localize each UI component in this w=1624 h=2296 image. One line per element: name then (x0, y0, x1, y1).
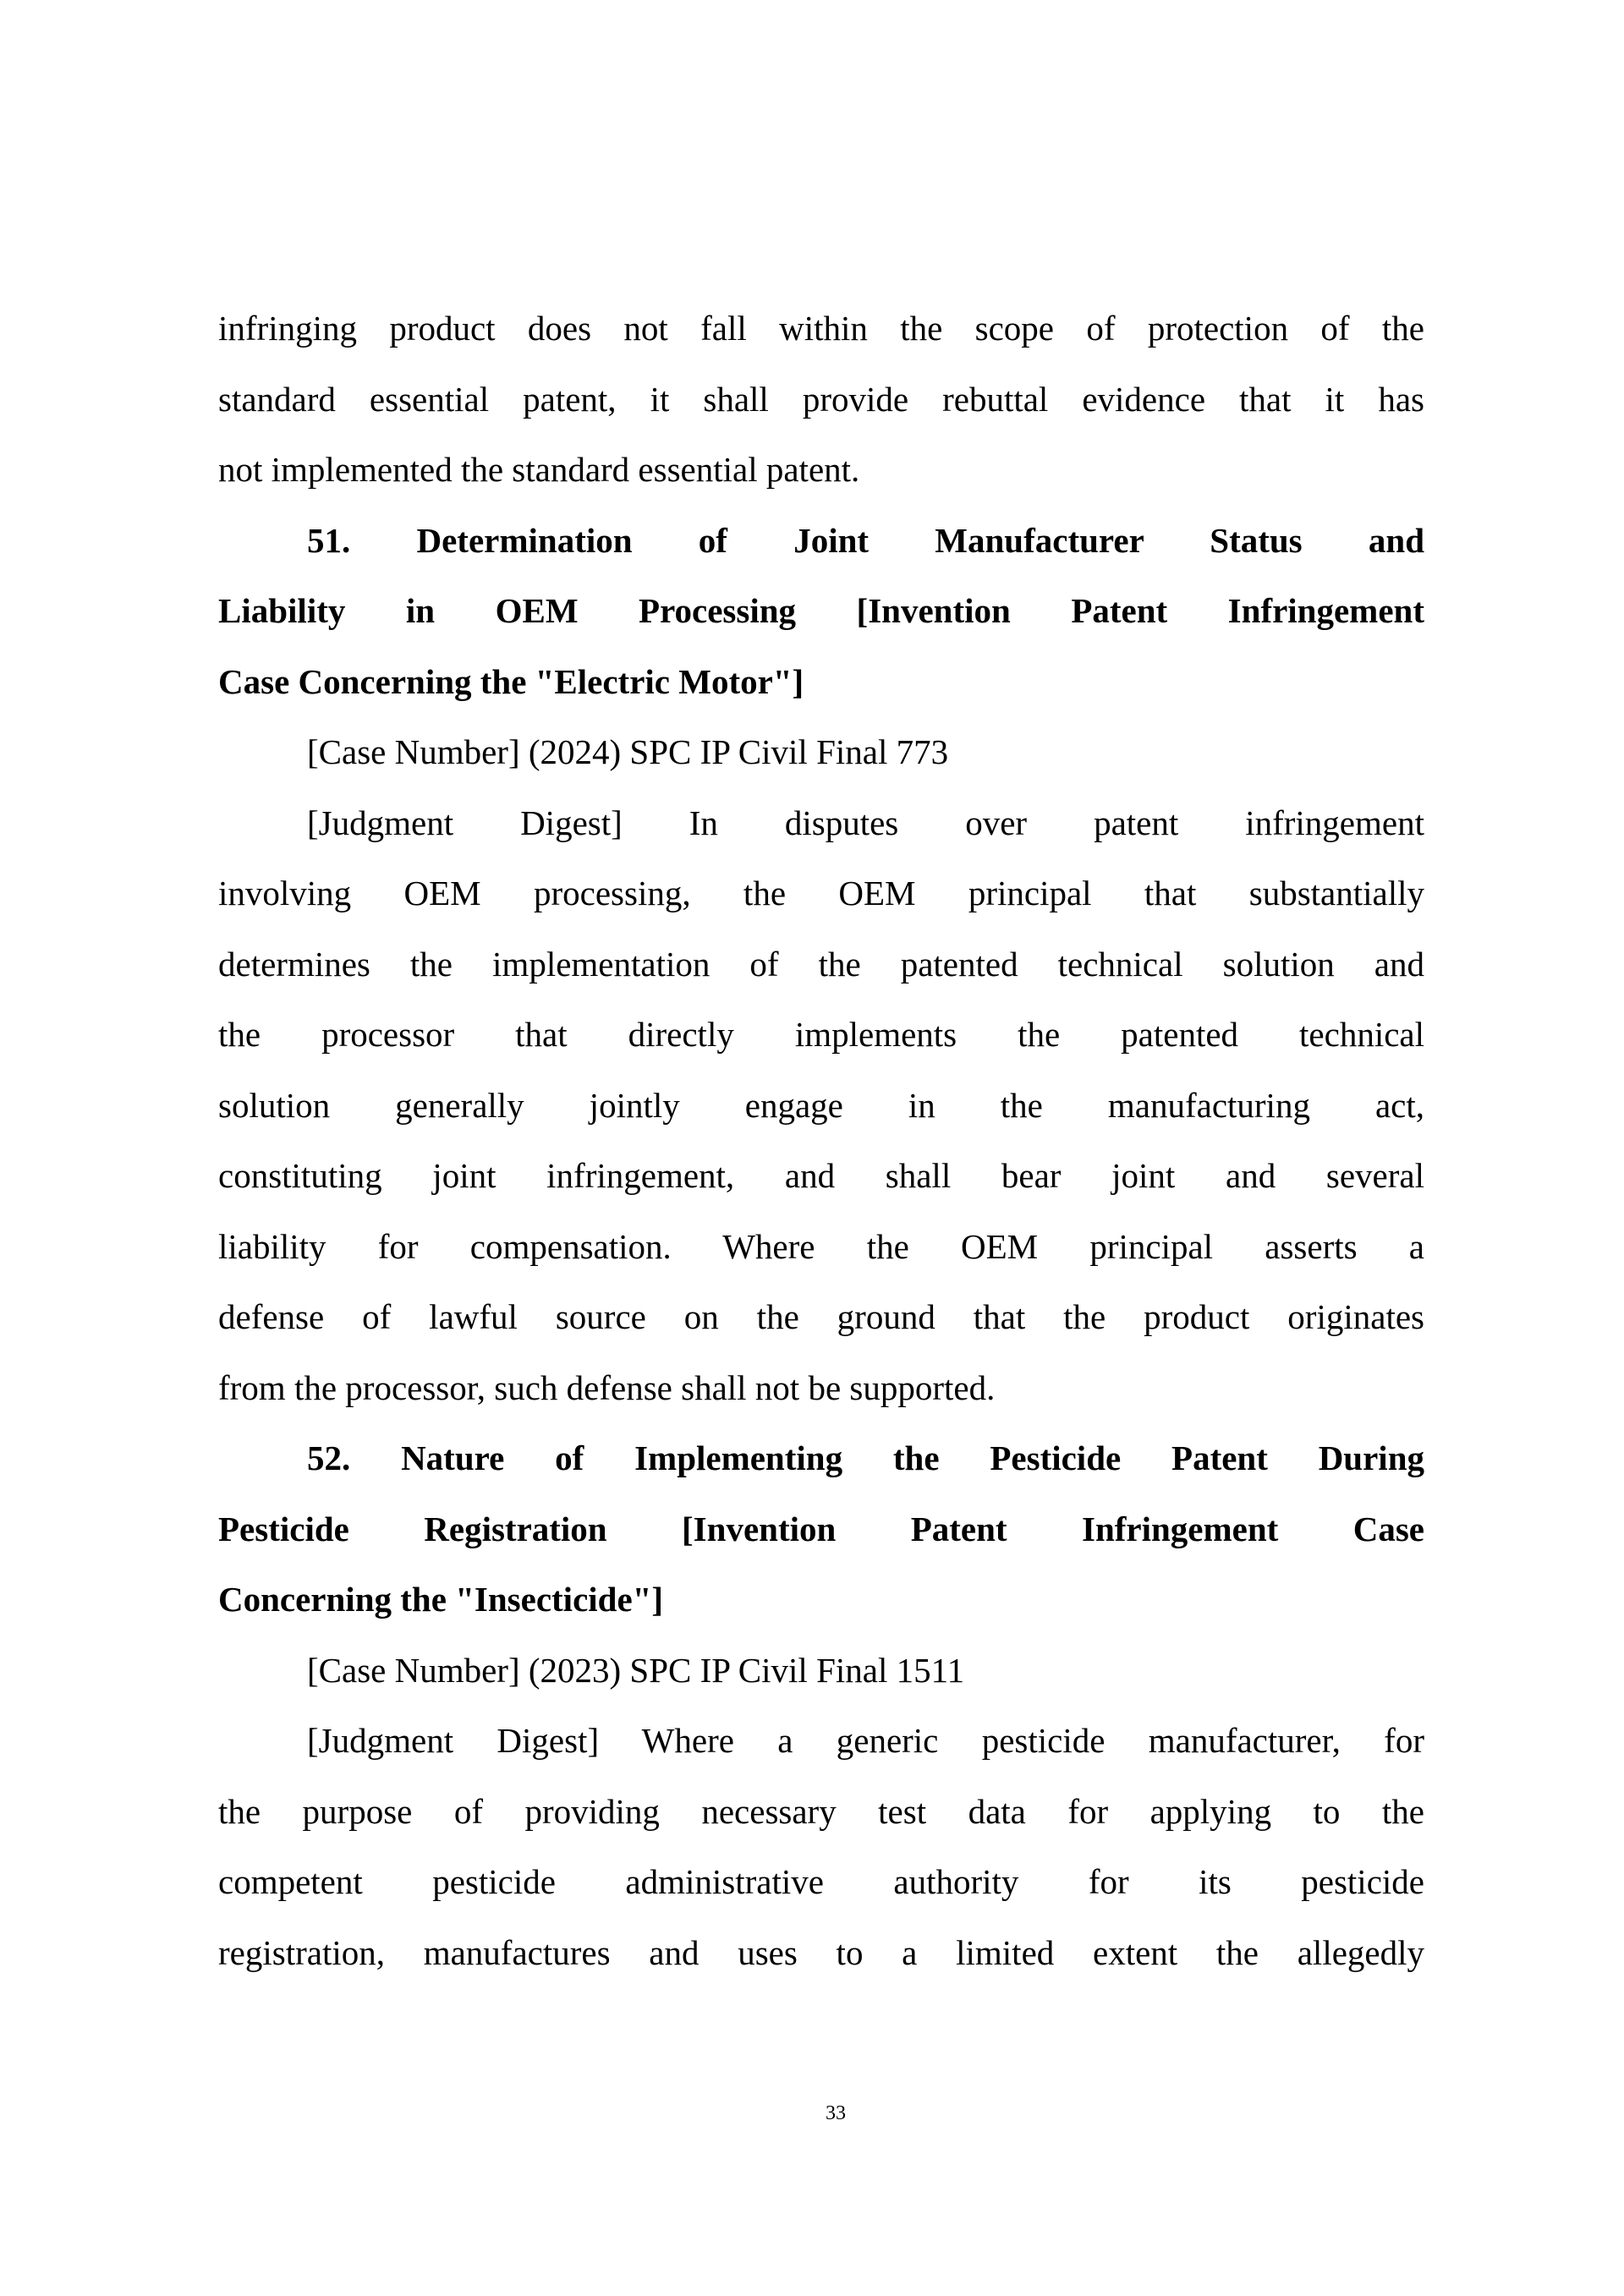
text-line: the processor that directly implements the patented technical (218, 1015, 1424, 1054)
page-number: 33 (826, 2102, 846, 2124)
case-number-line: [Case Number] (2024) SPC IP Civil Final 773 (307, 732, 949, 771)
text-line: [Judgment Digest] Where a generic pesticide manufacturer, for (307, 1721, 1424, 1760)
heading-line: 52. Nature of Implementing the Pesticide Patent During (307, 1438, 1424, 1477)
case-heading-51 (218, 506, 1424, 718)
text-line: registration, manufactures and uses to a limited extent the allegedly (218, 1932, 1424, 1972)
text-line: competent pesticide administrative authority for its pesticide (218, 1862, 1424, 1901)
heading-line: Concerning the "Insecticide"] (218, 1580, 664, 1619)
text-line: from the processor, such defense shall not be supported. (218, 1367, 996, 1407)
case-number-51 (218, 717, 1424, 788)
case-number-line: [Case Number] (2023) SPC IP Civil Final 1511 (307, 1650, 965, 1690)
text-line: [Judgment Digest] In disputes over patent infringement (307, 803, 1424, 842)
continuation-paragraph (218, 293, 1424, 506)
case-heading-52 (218, 1423, 1424, 1636)
text-line: determines the implementation of the patented technical solution and (218, 944, 1424, 984)
heading-line: Case Concerning the "Electric Motor"] (218, 661, 804, 701)
text-line: infringing product does not fall within the scope of protection of the (218, 309, 1424, 348)
judgment-digest-51 (218, 788, 1424, 1424)
text-line: constituting joint infringement, and shall bear joint and several (218, 1156, 1424, 1195)
text-line: liability for compensation. Where the OEM principal asserts a (218, 1226, 1424, 1266)
case-number-52 (218, 1636, 1424, 1707)
heading-line: 51. Determination of Joint Manufacturer Status and (307, 520, 1424, 560)
text-line: not implemented the standard essential patent. (218, 450, 860, 489)
text-line: involving OEM processing, the OEM principal that substantially (218, 874, 1424, 912)
heading-line: Liability in OEM Processing [Invention Patent Infringement (218, 591, 1424, 630)
text-line: defense of lawful source on the ground that the product originates (218, 1297, 1424, 1336)
text-line: solution generally jointly engage in the manufacturing act, (218, 1085, 1424, 1125)
heading-line: Pesticide Registration [Invention Patent Infringement Case (218, 1509, 1424, 1548)
judgment-digest-52 (218, 1706, 1424, 1988)
text-line: the purpose of providing necessary test data for applying to the (218, 1791, 1424, 1831)
text-line: standard essential patent, it shall provide rebuttal evidence that it has (218, 379, 1424, 419)
page-body (218, 293, 1424, 1988)
